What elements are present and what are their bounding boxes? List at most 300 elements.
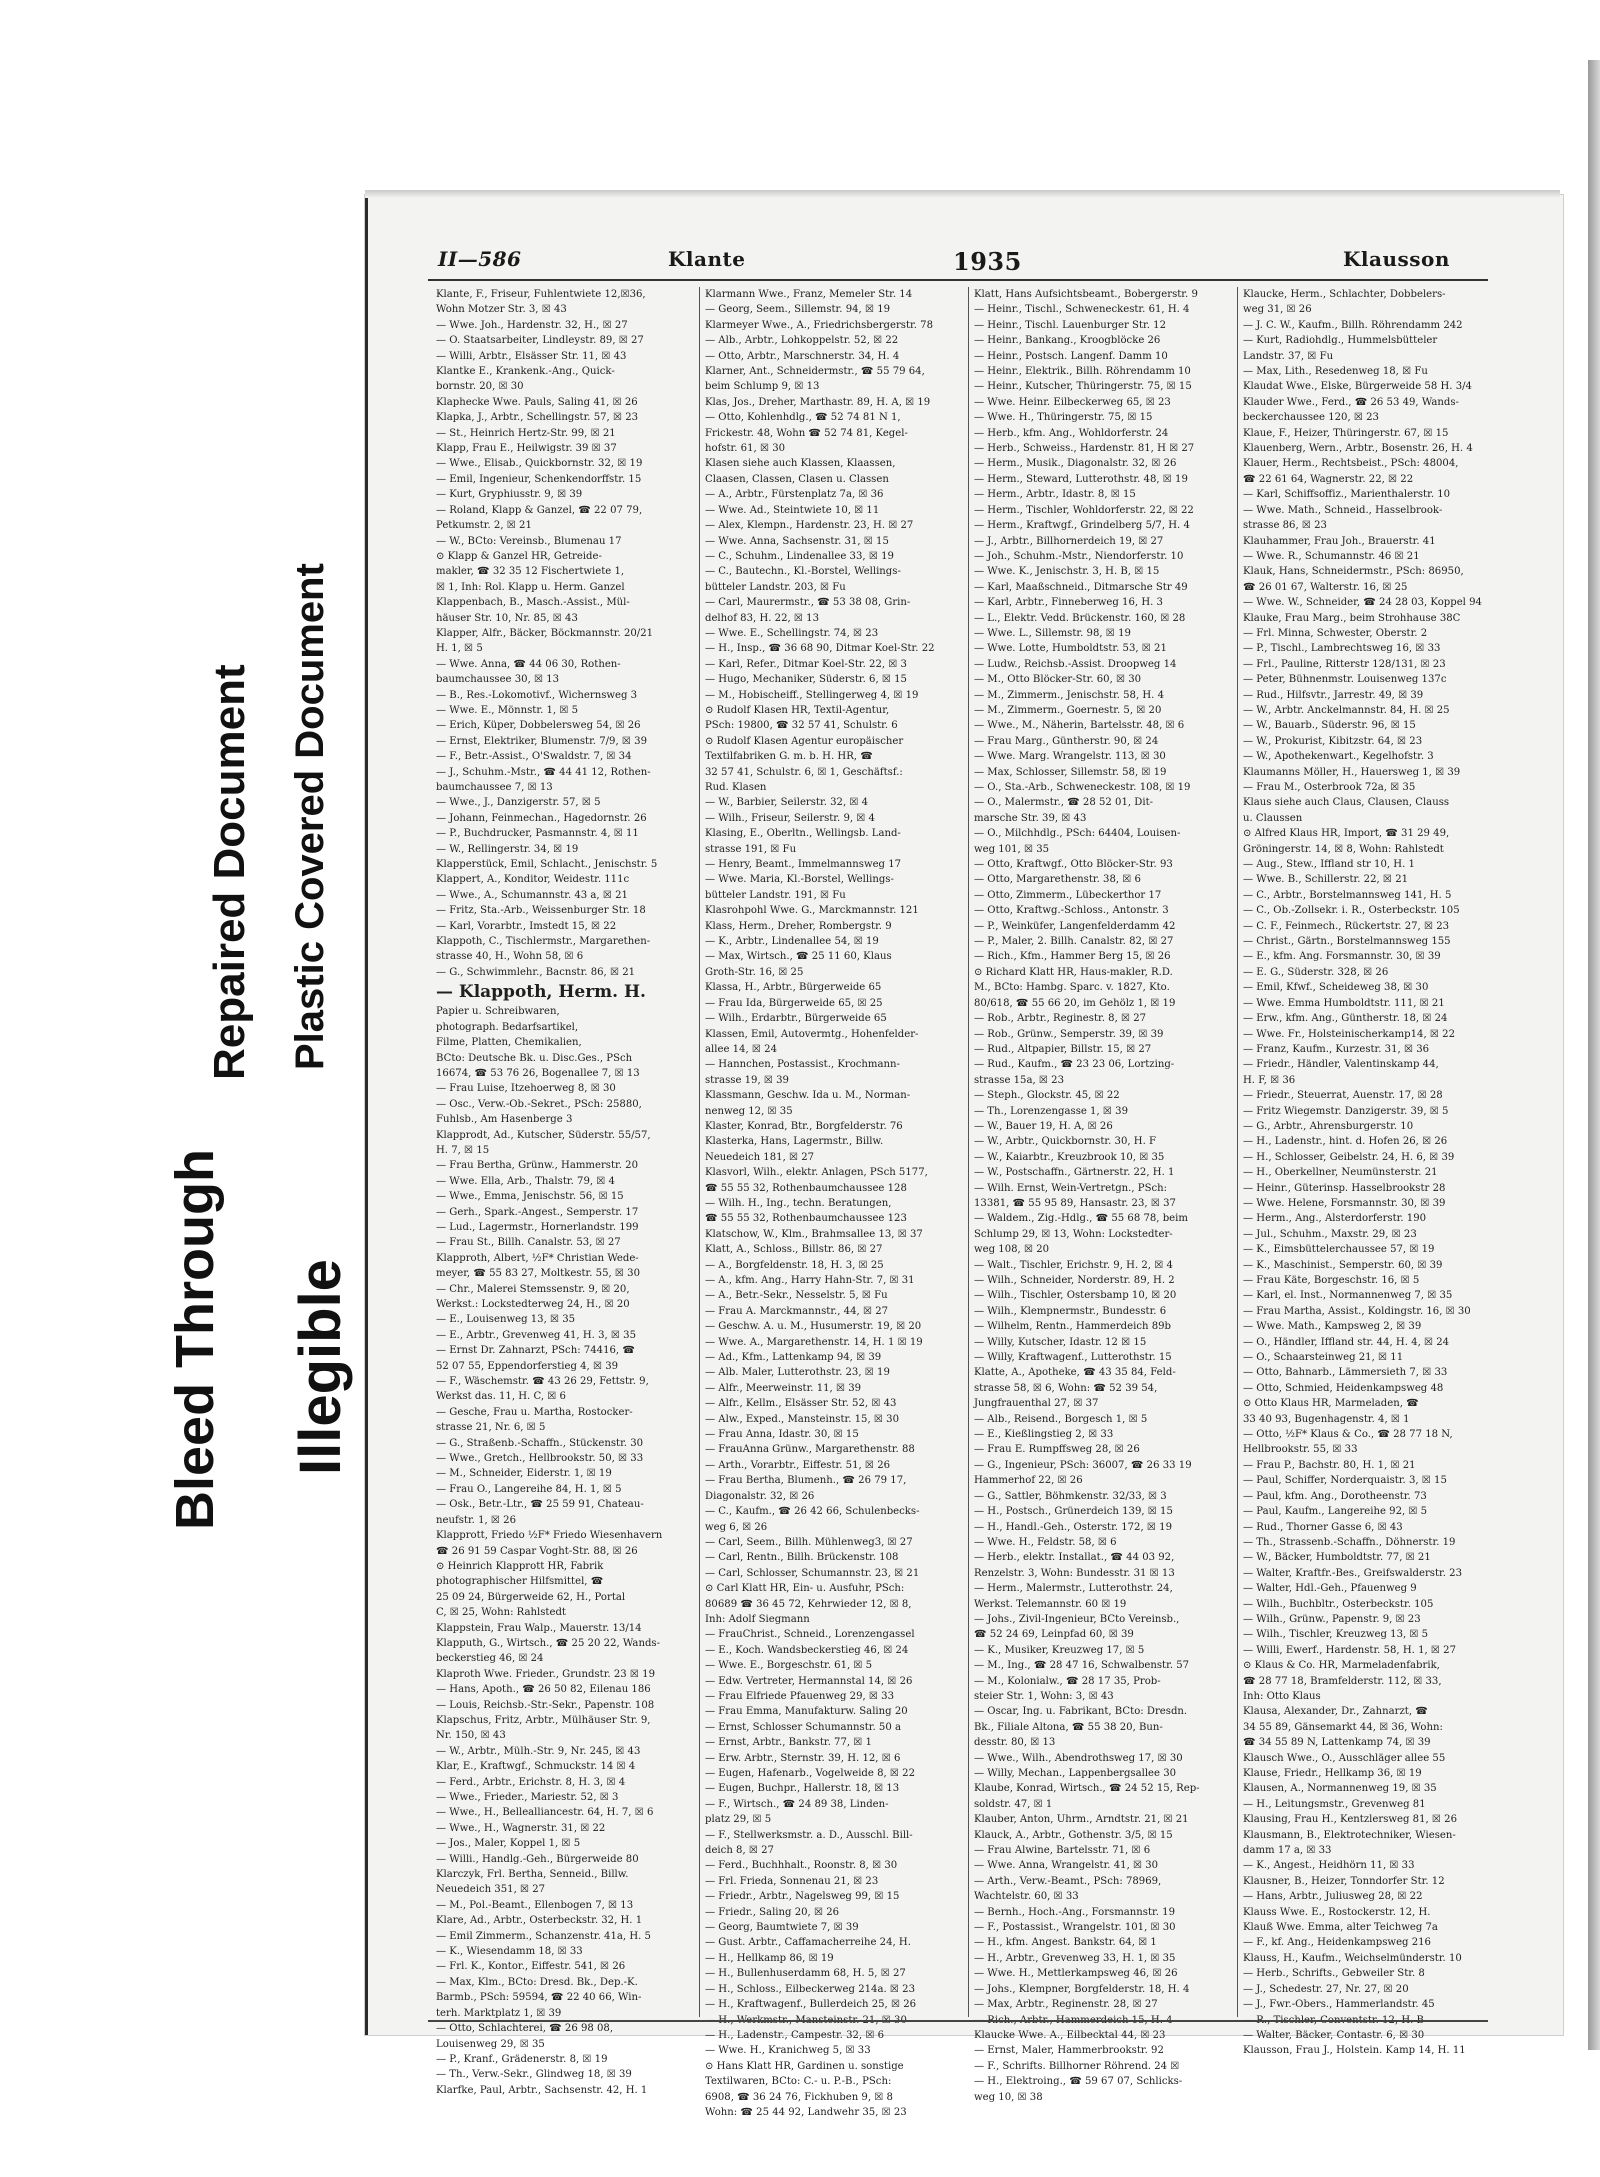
directory-entry: — Roland, Klapp & Ganzel, ☎ 22 07 79,	[436, 504, 643, 516]
scanned-directory-page	[365, 195, 1563, 2118]
directory-entry: — H., Ladenstr., Campestr. 32, ☒ 6	[705, 2029, 885, 2041]
directory-entry: Klaue, F., Heizer, Thüringerstr. 67, ☒ 15	[1243, 427, 1449, 439]
directory-entry: Klausa, Alexander, Dr., Zahnarzt, ☎	[1243, 1706, 1428, 1718]
directory-entry: — Eugen, Buchpr., Hallerstr. 18, ☒ 13	[705, 1783, 900, 1795]
directory-entry: — Karl, Arbtr., Finneberweg 16, H. 3	[974, 597, 1163, 609]
directory-entry: — Jos., Maler, Koppel 1, ☒ 5	[436, 1838, 581, 1850]
directory-entry: — Wwe., Emma, Jenischstr. 56, ☒ 15	[436, 1191, 624, 1203]
directory-entry: — Ernst, Schlosser Schumannstr. 50 a	[705, 1721, 901, 1733]
directory-entry: Klassen, Emil, Autovermtg., Hohenfelder-	[705, 1028, 919, 1040]
directory-entry: — H., Elektroing., ☎ 59 67 07, Schlicks-	[974, 2076, 1183, 2088]
directory-entry: bütteler Landstr. 191, ☒ Fu	[705, 889, 846, 901]
directory-entry: — J., Fwr.-Obers., Hammerlandstr. 45	[1243, 1999, 1435, 2011]
directory-entry: — Oscar, Ing. u. Fabrikant, BCto: Dresdn.	[974, 1706, 1188, 1718]
directory-entry: — Frau Emma, Manufakturw. Saling 20	[705, 1706, 908, 1718]
directory-entry: — Willy, Kutscher, Idastr. 12 ☒ 15	[974, 1336, 1147, 1348]
directory-entry: — Frau Elfriede Pfauenweg 29, ☒ 33	[705, 1690, 895, 1702]
directory-entry: — H., kfm. Angest. Bankstr. 64, ☒ 1	[974, 1937, 1157, 1949]
directory-entry: — F., Postassist., Wrangelstr. 101, ☒ 30	[974, 1922, 1176, 1934]
directory-entry: — Georg, Seem., Sillemstr. 94, ☒ 19	[705, 304, 891, 316]
directory-entry: Klatt, Hans Aufsichtsbeamt., Bobergerstr. 9	[974, 289, 1198, 300]
directory-entry: Klauk, Hans, Schneidermstr., PSch: 86950,	[1243, 566, 1464, 578]
directory-entry: Klauss, H., Kaufm., Weichselmünderstr. 10	[1243, 1952, 1462, 1964]
directory-entry: — Frau A. Marckmannstr., 44, ☒ 27	[705, 1305, 889, 1317]
directory-entry: beckerchaussee 120, ☒ 23	[1243, 412, 1379, 424]
directory-entry: Rud. Klasen	[705, 782, 767, 793]
directory-entry: — Herm., Musik., Diagonalstr. 32, ☒ 26	[974, 458, 1177, 470]
directory-entry: — Otto, Kraftwg.-Schloss., Antonstr. 3	[974, 905, 1169, 917]
directory-entry: — FrauAnna Grünw., Margarethenstr. 88	[705, 1444, 915, 1456]
directory-entry: — Joh., Schuhm.-Mstr., Niendorferstr. 10	[974, 550, 1184, 562]
directory-entry: — H., Insp., ☎ 36 68 90, Ditmar Koel-Str. 22	[705, 643, 935, 655]
directory-entry: Klatschow, W., Klm., Brahmsallee 13, ☒ 37	[705, 1228, 923, 1240]
directory-entry: — Wwe. E., Schellingstr. 74, ☒ 23	[705, 627, 879, 639]
directory-entry: Klassmann, Geschw. Ida u. M., Norman-	[705, 1090, 911, 1102]
directory-entry: Neuedeich 351, ☒ 27	[436, 1884, 546, 1896]
directory-entry: Wohn Motzer Str. 3, ☒ 43	[436, 304, 567, 316]
directory-entry: Klaumanns Möller, H., Hauersweg 1, ☒ 39	[1243, 766, 1461, 778]
bleed-through-label: Bleed Through	[165, 1149, 225, 1530]
directory-entry: — Wwe. Heinr. Eilbeckerweg 65, ☒ 23	[974, 396, 1171, 408]
directory-entry: desstr. 80, ☒ 13	[974, 1737, 1056, 1749]
directory-entry: 33 40 93, Bugenhagenstr. 4, ☒ 1	[1243, 1413, 1410, 1425]
directory-entry: Filme, Platten, Chemikalien,	[436, 1037, 582, 1049]
directory-entry: — O. Staatsarbeiter, Lindleystr. 89, ☒ 27	[436, 335, 644, 347]
directory-entry: — Rud., Altpapier, Billstr. 15, ☒ 27	[974, 1043, 1152, 1055]
directory-entry: ⊙ Richard Klatt HR, Haus-makler, R.D.	[974, 966, 1173, 978]
directory-entry: Werkst. Telemannstr. 60 ☒ 19	[974, 1598, 1127, 1610]
directory-entry: Klauber, Anton, Uhrm., Arndtstr. 21, ☒ 21	[974, 1814, 1189, 1826]
directory-entry: deich 8, ☒ 27	[705, 1845, 774, 1857]
directory-entry: ⊙ Klapp & Ganzel HR, Getreide-	[436, 550, 602, 562]
directory-entry: — W., Arbtr. Anckelmannstr. 84, H. ☒ 25	[1243, 704, 1450, 716]
directory-entry: — C. F., Feinmech., Rückertstr. 27, ☒ 23	[1243, 920, 1450, 932]
directory-entry: häuser Str. 10, Nr. 85, ☒ 43	[436, 612, 578, 624]
directory-entry: — Max, Wirtsch., ☎ 25 11 60, Klaus	[705, 951, 892, 963]
directory-entry: — H., Bullenhuserdamm 68, H. 5, ☒ 27	[705, 1968, 906, 1980]
directory-entry: — Otto, Arbtr., Marschnerstr. 34, H. 4	[705, 350, 900, 362]
directory-entry: — Frl. Minna, Schwester, Oberstr. 2	[1243, 627, 1428, 639]
directory-entry: — H., Schlosser, Geibelstr. 24, H. 6, ☒ 39	[1243, 1151, 1455, 1163]
directory-entry: Neuedeich 181, ☒ 27	[705, 1151, 815, 1163]
illegible-label: Illegible	[288, 1259, 353, 1475]
directory-entry: — Heinr., Bankang., Kroogblöcke 26	[974, 335, 1161, 347]
directory-entry: — Frau M., Osterbrook 72a, ☒ 35	[1243, 782, 1416, 793]
directory-entry: — W., Arbtr., Quickbornstr. 30, H. F	[974, 1136, 1157, 1148]
directory-entry: — Frau Marg., Güntherstr. 90, ☒ 24	[974, 735, 1159, 747]
directory-entry: — B., Res.-Lokomotivf., Wichernsweg 3	[436, 689, 638, 701]
directory-entry: — Herm., Steward, Lutterothstr. 48, ☒ 19	[974, 473, 1188, 485]
directory-entry: — Wwe., Elisab., Quickbornstr. 32, ☒ 19	[436, 458, 643, 470]
directory-entry: Klaproth Wwe. Frieder., Grundstr. 23 ☒ 19	[436, 1668, 656, 1680]
directory-entry: — Wwe. R., Schumannstr. 46 ☒ 21	[1243, 550, 1420, 562]
directory-entry: — Erw. Arbtr., Sternstr. 39, H. 12, ☒ 6	[705, 1752, 901, 1764]
directory-entry: — Ludw., Reichsb.-Assist. Droopweg 14	[974, 658, 1177, 670]
directory-entry: — Hans, Apoth., ☎ 26 50 82, Eilenau 186	[436, 1684, 651, 1696]
directory-entry: — Wwe. Ella, Arb., Thalstr. 79, ☒ 4	[436, 1175, 615, 1187]
directory-entry: — Wwe., J., Danzigerstr. 57, ☒ 5	[436, 797, 601, 809]
directory-entry: — Wwe. Helene, Forsmannstr. 30, ☒ 39	[1243, 1197, 1446, 1209]
directory-entry: meyer, ☎ 55 83 27, Moltkestr. 55, ☒ 30	[436, 1268, 641, 1280]
directory-entry: ⊙ Carl Klatt HR, Ein- u. Ausfuhr, PSch:	[705, 1583, 905, 1595]
directory-entry: — Wilh., Klempnermstr., Bundesstr. 6	[974, 1305, 1167, 1317]
directory-column-3	[974, 287, 1232, 2103]
directory-entry: — Arth., Vorarbtr., Eiffestr. 51, ☒ 26	[705, 1459, 891, 1471]
directory-entry: — Wilh., Buchbltr., Osterbeckstr. 105	[1243, 1598, 1434, 1610]
directory-entry: — Otto, ½F* Klaus & Co., ☎ 28 77 18 N,	[1243, 1429, 1453, 1441]
directory-entry: — W., Bäcker, Humboldtstr. 77, ☒ 21	[1243, 1552, 1431, 1564]
directory-entry: — Heinr., Postsch. Langenf. Damm 10	[974, 350, 1168, 362]
directory-entry: — Wilh. H., Ing., techn. Beratungen,	[705, 1197, 892, 1209]
directory-entry: — G., Ingenieur, PSch: 36007, ☎ 26 33 19	[974, 1459, 1192, 1471]
directory-entry: — Frau Bertha, Blumenh., ☎ 26 79 17,	[705, 1475, 907, 1487]
directory-entry: Claasen, Classen, Clasen u. Classen	[705, 473, 889, 485]
directory-entry: — W., Arbtr., Mülh.-Str. 9, Nr. 245, ☒ 43	[436, 1745, 641, 1757]
directory-entry: Klausen, A., Normannenweg 19, ☒ 35	[1243, 1783, 1437, 1795]
directory-entry: — C., Schuhm., Lindenallee 33, ☒ 19	[705, 550, 894, 562]
directory-entry: — Wwe. H., Kranichweg 5, ☒ 33	[705, 2045, 871, 2057]
directory-entry: Klapprott, Friedo ½F* Friedo Wiesenhavern	[436, 1530, 663, 1542]
directory-entry: 16674, ☎ 53 76 26, Bogenallee 7, ☒ 13	[436, 1067, 640, 1079]
directory-entry: neufstr. 1, ☒ 26	[436, 1514, 517, 1526]
directory-entry: — Wwe., H., Wagnerstr. 31, ☒ 22	[436, 1822, 606, 1834]
directory-entry: — Ferd., Arbtr., Erichstr. 8, H. 3, ☒ 4	[436, 1776, 626, 1788]
directory-entry: — Wwe. A., Margarethenstr. 14, H. 1 ☒ 19	[705, 1336, 923, 1348]
directory-entry: — Paul, Kaufm., Langereihe 92, ☒ 5	[1243, 1506, 1428, 1518]
directory-entry: — P., Tischl., Lambrechtsweg 16, ☒ 33	[1243, 643, 1441, 655]
directory-entry: — Wwe. H., Feldstr. 58, ☒ 6	[974, 1536, 1117, 1548]
directory-entry: allee 14, ☒ 24	[705, 1043, 777, 1055]
directory-entry: — J., Schedestr. 27, Nr. 27, ☒ 20	[1243, 1983, 1409, 1995]
directory-entry: — Wwe., Frieder., Mariestr. 52, ☒ 3	[436, 1792, 619, 1803]
directory-entry: — Wilh., Erdarbtr., Bürgerweide 65	[705, 1013, 887, 1025]
directory-entry: — Wilh., Friseur, Seilerstr. 9, ☒ 4	[705, 812, 875, 824]
directory-entry: — Rud., Hilfsvtr., Jarrestr. 49, ☒ 39	[1243, 689, 1424, 701]
directory-entry: — Johs., Klempner, Borgfelderstr. 18, H. 4	[974, 1983, 1190, 1995]
directory-entry: Klar, E., Kraftwgf., Schmuckstr. 14 ☒ 4	[436, 1761, 636, 1773]
directory-entry: — A., Borgfeldenstr. 18, H. 3, ☒ 25	[705, 1259, 884, 1271]
directory-entry: — Wilh., Tischler, Kreuzweg 13, ☒ 5	[1243, 1629, 1429, 1641]
directory-entry: — Gust. Arbtr., Caffamacherreihe 24, H.	[705, 1937, 911, 1949]
directory-entry: — Rob., Arbtr., Reginestr. 8, ☒ 27	[974, 1013, 1147, 1025]
directory-entry: — Frau St., Billh. Canalstr. 53, ☒ 27	[436, 1237, 621, 1249]
directory-entry: — Wwe. Ad., Steintwiete 10, ☒ 11	[705, 504, 880, 516]
directory-entry: strasse 15a, ☒ 23	[974, 1074, 1065, 1086]
directory-entry: Hammerhof 22, ☒ 26	[974, 1475, 1083, 1487]
directory-entry: — Edw. Vertreter, Hermannstal 14, ☒ 26	[705, 1675, 913, 1687]
directory-entry: — Herm., Tischler, Wohldorferstr. 22, ☒ 22	[974, 504, 1194, 516]
directory-entry: — Aug., Stew., Iffland str 10, H. 1	[1243, 859, 1415, 871]
directory-entry: — Heinr., Güterinsp. Hasselbrookstr 28	[1243, 1182, 1446, 1194]
directory-entry: ⊙ Hans Klatt HR, Gardinen u. sonstige	[705, 2060, 904, 2072]
directory-entry: Klaucke, Herm., Schlachter, Dobbelers-	[1243, 289, 1446, 300]
directory-entry: — Rob., Grünw., Semperstr. 39, ☒ 39	[974, 1028, 1164, 1040]
directory-entry: — E., Arbtr., Grevenweg 41, H. 3, ☒ 35	[436, 1329, 637, 1341]
header-first-entry: Klante	[668, 247, 746, 271]
directory-entry: — W., BCto: Vereinsb., Blumenau 17	[436, 535, 622, 547]
directory-entry: Textilwaren, BCto: C.- u. P.-B., PSch:	[705, 2076, 892, 2088]
directory-entry: Renzelstr. 3, Wohn: Bundesstr. 31 ☒ 13	[974, 1567, 1175, 1579]
directory-entry: — Alb., Reisend., Borgesch 1, ☒ 5	[974, 1413, 1148, 1425]
directory-entry: — O., Milchhdlg., PSch: 64404, Louisen-	[974, 828, 1181, 840]
directory-entry: — Paul, kfm. Ang., Dorotheenstr. 73	[1243, 1490, 1427, 1502]
directory-entry: weg 108, ☒ 20	[974, 1244, 1050, 1256]
directory-entry: — Heinr., Tischl., Schweneckestr. 61, H. 4	[974, 304, 1190, 316]
directory-entry: 32 57 41, Schulstr. 6, ☒ 1, Geschäftsf.:	[705, 766, 903, 778]
directory-entry: — Christ., Gärtn., Borstelmannsweg 155	[1243, 936, 1451, 948]
directory-entry: — G., Schwimmlehr., Bacnstr. 86, ☒ 21	[436, 966, 636, 978]
directory-entry: Klausner, B., Heizer, Tonndorfer Str. 12	[1243, 1875, 1445, 1887]
directory-entry: Klasvorl, Wilh., elektr. Anlagen, PSch 5177,	[705, 1167, 928, 1179]
directory-entry: marsche Str. 39, ☒ 43	[974, 812, 1087, 824]
directory-entry: H. 7, ☒ 15	[436, 1144, 490, 1156]
directory-entry: — Max, Klm., BCto: Dresd. Bk., Dep.-K.	[436, 1976, 638, 1988]
directory-entry: — Carl, Maurermstr., ☎ 53 38 08, Grin-	[705, 597, 911, 609]
page-top-shadow	[365, 190, 1560, 198]
directory-entry: Klause, Friedr., Hellkamp 36, ☒ 19	[1243, 1768, 1422, 1779]
directory-entry: beim Schlump 9, ☒ 13	[705, 381, 820, 393]
directory-entry: — Max, Schlosser, Sillemstr. 58, ☒ 19	[974, 766, 1167, 778]
directory-entry: — H., Leitungsmstr., Grevenweg 81	[1243, 1798, 1426, 1810]
directory-entry: — Max, Arbtr., Reginenstr. 28, ☒ 27	[974, 1999, 1158, 2011]
directory-entry: — Friedr., Saling 20, ☒ 26	[705, 1906, 840, 1918]
directory-entry: — Emil, Kfwf., Scheideweg 38, ☒ 30	[1243, 982, 1429, 994]
column-divider	[699, 287, 700, 2017]
directory-entry: — J., Schuhm.-Mstr., ☎ 44 41 12, Rothen-	[436, 766, 651, 778]
directory-entry: — Max, Lith., Resedenweg 18, ☒ Fu	[1243, 366, 1428, 378]
directory-entry: — Karl, Maaßschneid., Ditmarsche Str 49	[974, 581, 1188, 593]
directory-entry: — Alb. Maler, Lutterothstr. 23, ☒ 19	[705, 1367, 890, 1379]
directory-entry: — Wwe. H., Mettlerkampsweg 46, ☒ 26	[974, 1968, 1178, 1980]
column-divider	[1237, 287, 1238, 2017]
directory-entry: Werkst.: Lockstedterweg 24, H., ☒ 20	[436, 1299, 630, 1310]
directory-entry: Klarfke, Paul, Arbtr., Sachsenstr. 42, H. 1	[436, 2084, 648, 2096]
directory-entry: photograph. Bedarfsartikel,	[436, 1021, 579, 1033]
directory-entry: — Paul, Schiffer, Norderquaistr. 3, ☒ 15	[1243, 1475, 1447, 1487]
directory-entry: — G., Sattler, Böhmkenstr. 32/33, ☒ 3	[974, 1490, 1167, 1502]
header-last-entry: Klausson	[1343, 247, 1450, 271]
directory-entry: Klauß Wwe. Emma, alter Teichweg 7a	[1243, 1922, 1438, 1934]
directory-entry: 34 55 89, Gänsemarkt 44, ☒ 36, Wohn:	[1243, 1721, 1443, 1733]
directory-entry: Klausmann, B., Elektrotechniker, Wiesen-	[1243, 1829, 1456, 1841]
directory-entry: — H., Oberkellner, Neumünsterstr. 21	[1243, 1167, 1438, 1179]
directory-entry: Klarmeyer Wwe., A., Friedrichsbergerstr. 78	[705, 319, 934, 331]
directory-entry: terh. Marktplatz 1, ☒ 39	[436, 2007, 562, 2019]
directory-entry: Groth-Str. 16, ☒ 25	[705, 966, 804, 978]
directory-entry: — C., Kaufm., ☎ 26 42 66, Schulenbecks-	[705, 1506, 920, 1518]
directory-entry: — Friedr., Steuerrat, Auenstr. 17, ☒ 28	[1243, 1090, 1443, 1102]
directory-entry: Klapschus, Fritz, Arbtr., Mülhäuser Str. 9,	[436, 1714, 651, 1726]
directory-entry: M., BCto: Hambg. Sparc. v. 1827, Kto.	[974, 982, 1170, 994]
directory-entry: Klappenbach, B., Masch.-Assist., Mül-	[436, 597, 630, 609]
directory-entry: — Wwe., Gretch., Hellbrookstr. 50, ☒ 33	[436, 1453, 644, 1465]
directory-entry: — Wwe. Emma Humboldtstr. 111, ☒ 21	[1243, 997, 1445, 1009]
directory-entry: Klapperstück, Emil, Schlacht., Jenischstr. 5	[436, 859, 658, 871]
directory-entry: 13381, ☎ 55 95 89, Hansastr. 23, ☒ 37	[974, 1197, 1176, 1209]
directory-entry: Klass, Herm., Dreher, Rombergstr. 9	[705, 920, 892, 932]
directory-entry: — E., Kießlingstieg 2, ☒ 33	[974, 1429, 1114, 1441]
directory-entry: — K., Maschinist., Semperstr. 60, ☒ 39	[1243, 1259, 1443, 1271]
directory-entry: — M., Pol.-Beamt., Ellenbogen 7, ☒ 13	[436, 1899, 634, 1911]
directory-entry: Petkumstr. 2, ☒ 21	[436, 520, 532, 532]
directory-entry: — Willi, Ewerf., Hardenstr. 58, H. 1, ☒ 27	[1243, 1644, 1457, 1656]
directory-entry: — M., Ing., ☎ 28 47 16, Schwalbenstr. 57	[974, 1660, 1190, 1672]
directory-entry: Klatt, A., Schloss., Billstr. 86, ☒ 27	[705, 1244, 883, 1256]
directory-entry: Klapp, Frau E., Heilwigstr. 39 ☒ 37	[436, 443, 617, 455]
directory-entry: — Wwe. Math., Schneid., Hasselbrook-	[1243, 504, 1443, 516]
header-rule	[428, 279, 1488, 281]
directory-entry: — Kurt, Gryphiusstr. 9, ☒ 39	[436, 489, 583, 501]
directory-entry: — O., Malermstr., ☎ 28 52 01, Dit-	[974, 797, 1154, 809]
directory-entry: — Frau Martha, Assist., Koldingstr. 16, ☒ 30	[1243, 1305, 1471, 1317]
directory-entry: — F., Wäschemstr. ☎ 43 26 29, Fettstr. 9,	[436, 1376, 649, 1388]
directory-entry: — O., Schaarsteinweg 21, ☒ 11	[1243, 1352, 1404, 1364]
directory-entry: ⊙ Rudolf Klasen HR, Textil-Agentur,	[705, 704, 890, 716]
directory-entry: — Eugen, Hafenarb., Vogelweide 8, ☒ 22	[705, 1768, 916, 1779]
directory-entry: ☒ 1, Inh: Rol. Klapp u. Herm. Ganzel	[436, 581, 625, 593]
directory-entry: soldstr. 47, ☒ 1	[974, 1798, 1053, 1810]
directory-entry: Klapka, J., Arbtr., Schellingstr. 57, ☒ 23	[436, 412, 639, 424]
directory-entry: u. Claussen	[1243, 812, 1303, 824]
directory-entry: — Friedr., Arbtr., Nagelsweg 99, ☒ 15	[705, 1891, 900, 1903]
directory-entry: Klare, Ad., Arbtr., Osterbeckstr. 32, H. 1	[436, 1915, 643, 1927]
directory-entry: — Hugo, Mechaniker, Süderstr. 6, ☒ 15	[705, 674, 907, 686]
directory-entry: Klappstein, Frau Walp., Mauerstr. 13/14	[436, 1622, 642, 1634]
column-divider	[968, 287, 969, 2017]
directory-entry: 80689 ☎ 36 45 72, Kehrwieder 12, ☒ 8,	[705, 1598, 912, 1610]
directory-entry: Landstr. 37, ☒ Fu	[1243, 350, 1334, 362]
directory-entry: — Karl, el. Inst., Normannenweg 7, ☒ 35	[1243, 1290, 1453, 1302]
directory-entry: — Willy, Kraftwagenf., Lutterothstr. 15	[974, 1352, 1172, 1364]
directory-entry: — Wwe. Maria, Kl.-Borstel, Wellings-	[705, 874, 894, 886]
directory-entry: — Wwe. Anna, Sachsenstr. 31, ☒ 15	[705, 535, 889, 547]
directory-column-4	[1243, 287, 1501, 2057]
directory-entry: weg 6, ☒ 26	[705, 1521, 768, 1533]
directory-entry: Klauhammer, Frau Joh., Brauerstr. 41	[1243, 535, 1436, 547]
directory-entry: — Alfr., Kellm., Elsässer Str. 52, ☒ 43	[705, 1398, 897, 1410]
directory-entry: — Wilhelm, Rentn., Hammerdeich 89b	[974, 1321, 1171, 1333]
directory-entry: ☎ 34 55 89 N, Lattenkamp 74, ☒ 39	[1243, 1737, 1431, 1749]
directory-entry: — Otto, Margarethenstr. 38, ☒ 6	[974, 874, 1141, 886]
directory-entry: — Kurt, Radiohdlg., Hummelsbütteler	[1243, 335, 1438, 347]
directory-entry: — E., Louisenweg 13, ☒ 35	[436, 1314, 576, 1326]
directory-entry: ☎ 55 55 32, Rothenbaumchaussee 123	[705, 1213, 907, 1225]
directory-entry: — Wwe. E., Mönnstr. 1, ☒ 5	[436, 704, 579, 716]
directory-entry: — W., Kaiarbtr., Kreuzbrook 10, ☒ 35	[974, 1151, 1165, 1163]
directory-entry: — Alb., Arbtr., Lohkoppelstr. 52, ☒ 22	[705, 335, 899, 347]
directory-entry: — Johs., Zivil-Ingenieur, BCto Vereinsb.,	[974, 1613, 1180, 1625]
directory-entry: Gröningerstr. 14, ☒ 8, Wohn: Rahlstedt	[1243, 843, 1444, 855]
directory-entry: — Ernst Dr. Zahnarzt, PSch: 74416, ☎	[436, 1345, 635, 1357]
directory-entry: Bk., Filiale Altona, ☎ 55 38 20, Bun-	[974, 1721, 1163, 1733]
directory-entry: — Wwe., Wilh., Abendrothsweg 17, ☒ 30	[974, 1752, 1183, 1764]
directory-entry: delhof 83, H. 22, ☒ 13	[705, 612, 820, 624]
directory-entry: strasse 19, ☒ 39	[705, 1074, 789, 1086]
directory-entry: — Jul., Schuhm., Maxstr. 29, ☒ 23	[1243, 1228, 1417, 1240]
directory-entry: — Otto, Kraftwgf., Otto Blöcker-Str. 93	[974, 859, 1173, 871]
directory-entry: — O., Händler, Iffland str. 44, H. 4, ☒ 24	[1243, 1336, 1450, 1348]
directory-entry: 80/618, ☎ 55 66 20, im Gehölz 1, ☒ 19	[974, 997, 1176, 1009]
directory-entry: Klaus siehe auch Claus, Clausen, Clauss	[1243, 797, 1450, 809]
directory-entry: — Otto, Schlachterei, ☎ 26 98 08,	[436, 2023, 614, 2035]
footer-rule	[428, 2020, 1488, 2022]
directory-entry: — P., Kranf., Grädenerstr. 8, ☒ 19	[436, 2053, 608, 2065]
directory-entry: Klarczyk, Frl. Bertha, Senneid., Billw.	[436, 1869, 629, 1881]
directory-entry: — Walter, Kraftfr.-Bes., Greifswalderstr. 23	[1243, 1567, 1463, 1579]
directory-entry: Klapper, Alfr., Bäcker, Böckmannstr. 20/21	[436, 627, 654, 639]
directory-entry: — Arth., Verw.-Beamt., PSch: 78969,	[974, 1875, 1162, 1887]
directory-entry: PSch: 19800, ☎ 32 57 41, Schulstr. 6	[705, 720, 898, 732]
directory-entry: — C., Arbtr., Borstelmannsweg 141, H. 5	[1243, 889, 1452, 901]
directory-entry: — Emil, Ingenieur, Schenkendorffstr. 15	[436, 473, 642, 485]
directory-entry: Klassa, H., Arbtr., Bürgerweide 65	[705, 982, 882, 994]
directory-entry: — Otto, Kohlenhdlg., ☎ 52 74 81 N 1,	[705, 412, 901, 424]
directory-entry: — Wwe. B., Schillerstr. 22, ☒ 21	[1243, 874, 1409, 886]
directory-entry: Klarmann Wwe., Franz, Memeler Str. 14	[705, 289, 913, 300]
directory-entry: — M., Zimmerm., Jenischstr. 58, H. 4	[974, 689, 1164, 701]
directory-entry: — Wwe., A., Schumannstr. 43 a, ☒ 21	[436, 889, 628, 901]
directory-entry: Inh: Adolf Siegmann	[705, 1613, 810, 1625]
directory-entry: Klaube, Konrad, Wirtsch., ☎ 24 52 15, Rep-	[974, 1783, 1200, 1795]
directory-entry: — Otto, Schmied, Heidenkampsweg 48	[1243, 1382, 1444, 1394]
directory-entry: bornstr. 20, ☒ 30	[436, 381, 524, 393]
directory-entry: — Th., Strassenb.-Schaffn., Döhnerstr. 19	[1243, 1536, 1456, 1548]
directory-entry: — Carl, Schlosser, Schumannstr. 23, ☒ 21	[705, 1567, 920, 1579]
directory-entry: Klapputh, G., Wirtsch., ☎ 25 20 22, Wands-	[436, 1637, 660, 1649]
directory-entry: — E., kfm. Ang. Forsmannstr. 30, ☒ 39	[1243, 951, 1441, 963]
directory-entry: — Wwe. Math., Kampsweg 2, ☒ 39	[1243, 1321, 1422, 1333]
directory-entry: Klatte, A., Apotheke, ☎ 43 35 84, Feld-	[974, 1367, 1176, 1379]
directory-entry: platz 29, ☒ 5	[705, 1814, 772, 1826]
directory-entry: — W., Apothekenwart., Kegelhofstr. 3	[1243, 751, 1434, 763]
directory-entry: — Erw., kfm. Ang., Güntherstr. 18, ☒ 24	[1243, 1013, 1448, 1025]
directory-entry: Klappoth, C., Tischlermstr., Margarethen-	[436, 936, 651, 948]
directory-entry: — H., Schloss., Eilbeckerweg 214a. ☒ 23	[705, 1983, 916, 1995]
directory-entry: Wachtelstr. 60, ☒ 33	[974, 1891, 1079, 1903]
directory-entry: ☎ 55 55 32, Rothenbaumchaussee 128	[705, 1182, 907, 1194]
directory-entry: — Geschw. A. u. M., Husumerstr. 19, ☒ 20	[705, 1321, 922, 1333]
directory-entry: Werkst das. 11, H. C, ☒ 6	[436, 1391, 566, 1403]
directory-entry: BCto: Deutsche Bk. u. Disc.Ges., PSch	[436, 1052, 633, 1064]
directory-entry: — Willi., Handlg.-Geh., Bürgerweide 80	[436, 1853, 639, 1865]
directory-entry: — St., Heinrich Hertz-Str. 99, ☒ 21	[436, 427, 616, 439]
directory-entry: — H., Hellkamp 86, ☒ 19	[705, 1952, 834, 1964]
directory-entry: — Wwe. Joh., Hardenstr. 32, H., ☒ 27	[436, 319, 628, 331]
directory-entry: Klausson, Frau J., Holstein. Kamp 14, H. 11	[1243, 2045, 1466, 2057]
directory-entry: — Wwe. Marg. Wrangelstr. 113, ☒ 30	[974, 751, 1166, 763]
directory-entry: — A., Betr.-Sekr., Nesselstr. 5, ☒ Fu	[705, 1290, 888, 1302]
directory-entry: — M., Hobischeiff., Stellingerweg 4, ☒ 19	[705, 689, 919, 701]
directory-entry: — F., Wirtsch., ☎ 24 89 38, Linden-	[705, 1798, 889, 1810]
directory-entry: Klauke, Frau Marg., beim Strohhause 38C	[1243, 612, 1461, 624]
directory-entry: Wohn: ☎ 25 44 92, Landwehr 35, ☒ 23	[705, 2106, 907, 2118]
directory-entry: Klapprodt, Ad., Kutscher, Süderstr. 55/57,	[436, 1129, 651, 1141]
directory-entry: Klantke E., Krankenk.-Ang., Quick-	[436, 366, 615, 378]
directory-entry: ⊙ Heinrich Klapprott HR, Fabrik	[436, 1560, 604, 1572]
directory-entry: — Walter, Hdl.-Geh., Pfauenweg 9	[1243, 1583, 1417, 1595]
directory-entry: — K., Musiker, Kreuzweg 17, ☒ 5	[974, 1644, 1145, 1656]
directory-entry: — P., Maler, 2. Billh. Canalstr. 82, ☒ 27	[974, 936, 1174, 948]
directory-entry: — Herm., Arbtr., Idastr. 8, ☒ 15	[974, 489, 1136, 501]
directory-entry: — Gesche, Frau u. Martha, Rostocker-	[436, 1406, 633, 1418]
directory-entry: — Emil Zimmerm., Schanzenstr. 41a, H. 5	[436, 1930, 651, 1942]
directory-entry: — Alfr., Meerweinstr. 11, ☒ 39	[705, 1382, 862, 1394]
plastic-covered-document-label: Plastic Covered Document	[288, 563, 332, 1070]
directory-entry: — Hannchen, Postassist., Krochmann-	[705, 1059, 900, 1071]
directory-entry: — A., kfm. Ang., Harry Hahn-Str. 7, ☒ 31	[705, 1275, 915, 1286]
directory-entry: — Peter, Bühnenmstr. Louisenweg 137c	[1243, 674, 1447, 686]
directory-entry: Klappert, A., Konditor, Weidestr. 111c	[436, 874, 630, 886]
